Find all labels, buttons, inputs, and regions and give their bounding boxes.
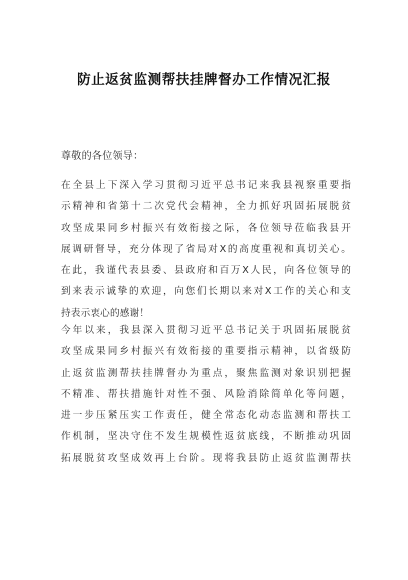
paragraph-2 (61, 320, 351, 469)
document-title: 防止返贫监测帮扶挂牌督办工作情况汇报 (77, 72, 331, 88)
paragraph-line: 拓展脱贫攻坚成效再上台阶。现将我县防止返贫监测帮扶 (61, 452, 351, 464)
paragraph-line: 攻坚成果同乡村振兴有效衔接的重要指示精神，以省级防 (61, 346, 351, 358)
paragraph-1 (61, 175, 351, 324)
paragraph-line: 攻坚成果同乡村振兴有效衔接之际，各位领导莅临我县开 (61, 222, 351, 234)
paragraph-line: 展调研督导，充分体现了省局对X的高度重视和真切关心。 (61, 243, 351, 255)
paragraph-line: 在全县上下深入学习贯彻习近平总书记来我县视察重要指 (61, 180, 351, 191)
paragraph-line: 作机制，坚决守住不发生规模性返贫底线，不断推动巩固 (61, 431, 351, 443)
paragraph-line: 不精准、帮扶措施针对性不强、风险消除简单化等问题， (61, 388, 351, 400)
paragraph-line: 止返贫监测帮扶挂牌督办为重点，聚焦监测对象识别把握 (61, 367, 351, 379)
paragraph-line: 示精神和省第十二次党代会精神，全力抓好巩固拓展脱贫 (61, 201, 351, 213)
paragraph-line: 持表示衷心的感谢！ (61, 307, 150, 319)
paragraph-line: 进一步压紧压实工作责任，健全常态化动态监测和帮扶工 (61, 410, 351, 422)
paragraph-line: 今年以来，我县深入贯彻习近平总书记关于巩固拓展脱贫 (61, 325, 351, 336)
paragraph-line: 在此，我谨代表县委、县政府和百万X人民，向各位领导的 (61, 265, 351, 277)
paragraph-line: 到来表示诚挚的欢迎，向您们长期以来对X工作的关心和支 (61, 286, 351, 298)
salutation: 尊敬的各位领导： (61, 151, 144, 162)
